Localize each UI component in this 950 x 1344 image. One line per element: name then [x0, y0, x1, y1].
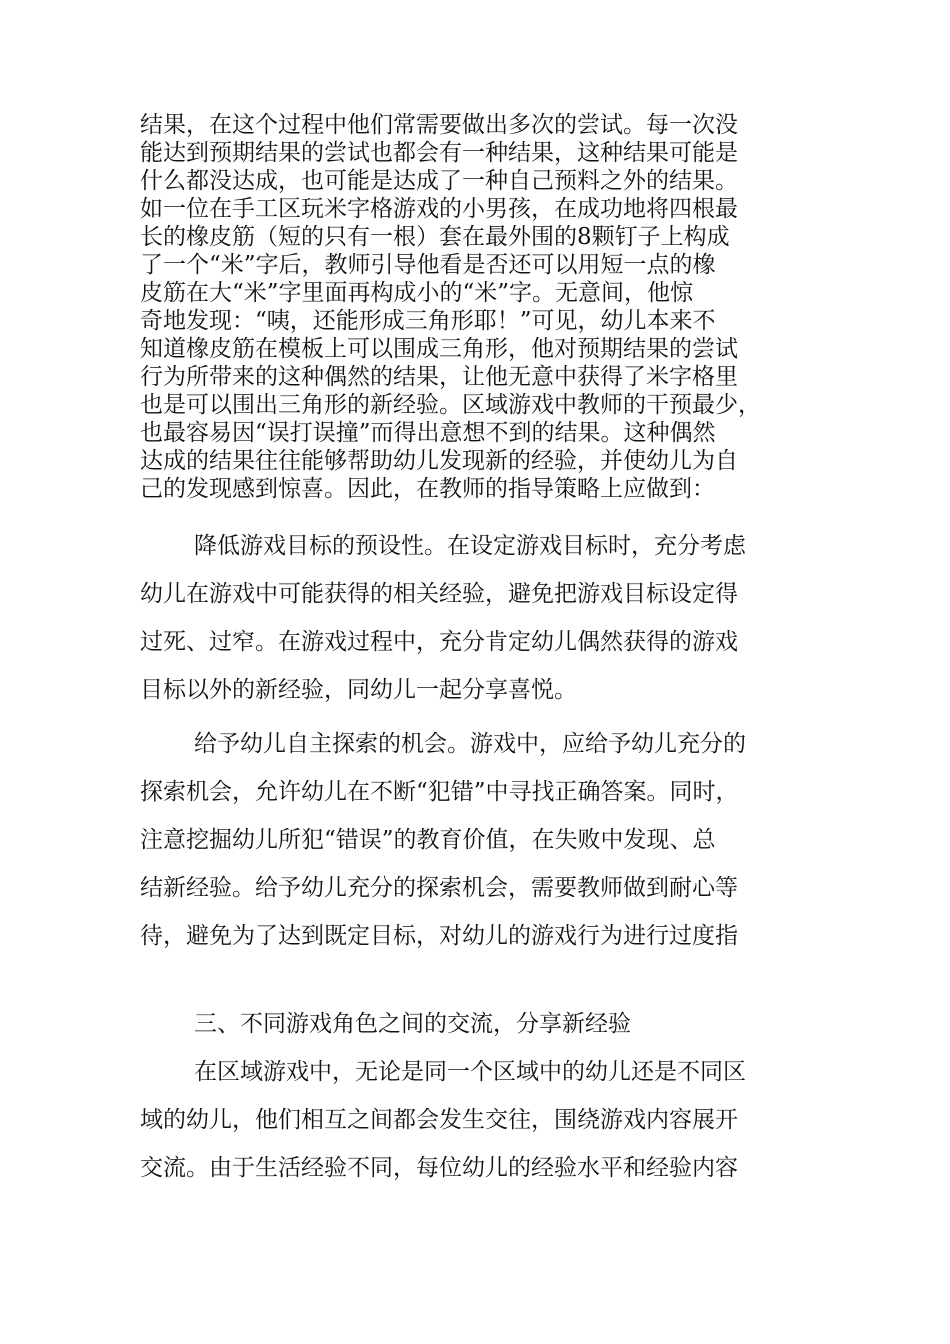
text-line: 探索机会，允许幼儿在不断“犯错”中寻找正确答案。同时， — [140, 779, 739, 805]
text-line: 奇地发现：“咦，还能形成三角形耶！”可见，幼儿本来不 — [140, 308, 716, 334]
text-line: 目标以外的新经验，同幼儿一起分享喜悦。 — [140, 677, 577, 703]
text-line: 了一个“米”字后，教师引导他看是否还可以用短一点的橡 — [140, 252, 716, 278]
text-line: 结新经验。给予幼儿充分的探索机会，需要教师做到耐心等 — [140, 875, 738, 901]
text-line: 交流。由于生活经验不同，每位幼儿的经验水平和经验内容 — [140, 1155, 738, 1181]
text-line: 达成的结果往往能够帮助幼儿发现新的经验，并使幼儿为自 — [140, 448, 738, 474]
text-line: 过死、过窄。在游戏过程中，充分肯定幼儿偶然获得的游戏 — [140, 629, 738, 655]
text-line: 幼儿在游戏中可能获得的相关经验，避免把游戏目标设定得 — [140, 581, 738, 607]
text-line: 结果，在这个过程中他们常需要做出多次的尝试。每一次没 — [140, 112, 738, 138]
text-line: 己的发现感到惊喜。因此，在教师的指导策略上应做到： — [140, 476, 715, 502]
text-line: 长的橡皮筋（短的只有一根）套在最外围的8颗钉子上构成 — [140, 224, 730, 250]
text-line: 如一位在手工区玩米字格游戏的小男孩，在成功地将四根最 — [140, 196, 738, 222]
text-line: 域的幼儿，他们相互之间都会发生交往，围绕游戏内容展开 — [140, 1107, 738, 1133]
section-heading: 三、不同游戏角色之间的交流，分享新经验 — [194, 1011, 631, 1037]
text-line: 也是可以围出三角形的新经验。区域游戏中教师的干预最少， — [140, 392, 761, 418]
text-line: 什么都没达成，也可能是达成了一种自己预料之外的结果。 — [140, 168, 738, 194]
text-line: 皮筋在大“米”字里面再构成小的“米”字。无意间，他惊 — [140, 280, 694, 306]
text-line: 行为所带来的这种偶然的结果，让他无意中获得了米字格里 — [140, 364, 738, 390]
text-line: 能达到预期结果的尝试也都会有一种结果，这种结果可能是 — [140, 140, 738, 166]
text-line: 待，避免为了达到既定目标，对幼儿的游戏行为进行过度指 — [140, 923, 738, 949]
text-line: 也最容易因“误打误撞”而得出意想不到的结果。这种偶然 — [140, 420, 716, 446]
text-line: 知道橡皮筋在模板上可以围成三角形，他对预期结果的尝试 — [140, 336, 738, 362]
text-line: 降低游戏目标的预设性。在设定游戏目标时，充分考虑 — [194, 533, 746, 559]
text-line: 给予幼儿自主探索的机会。游戏中，应给予幼儿充分的 — [194, 731, 746, 757]
text-line: 在区域游戏中，无论是同一个区域中的幼儿还是不同区 — [194, 1059, 746, 1085]
text-line: 注意挖掘幼儿所犯“错误”的教育价值，在失败中发现、总 — [140, 827, 716, 853]
